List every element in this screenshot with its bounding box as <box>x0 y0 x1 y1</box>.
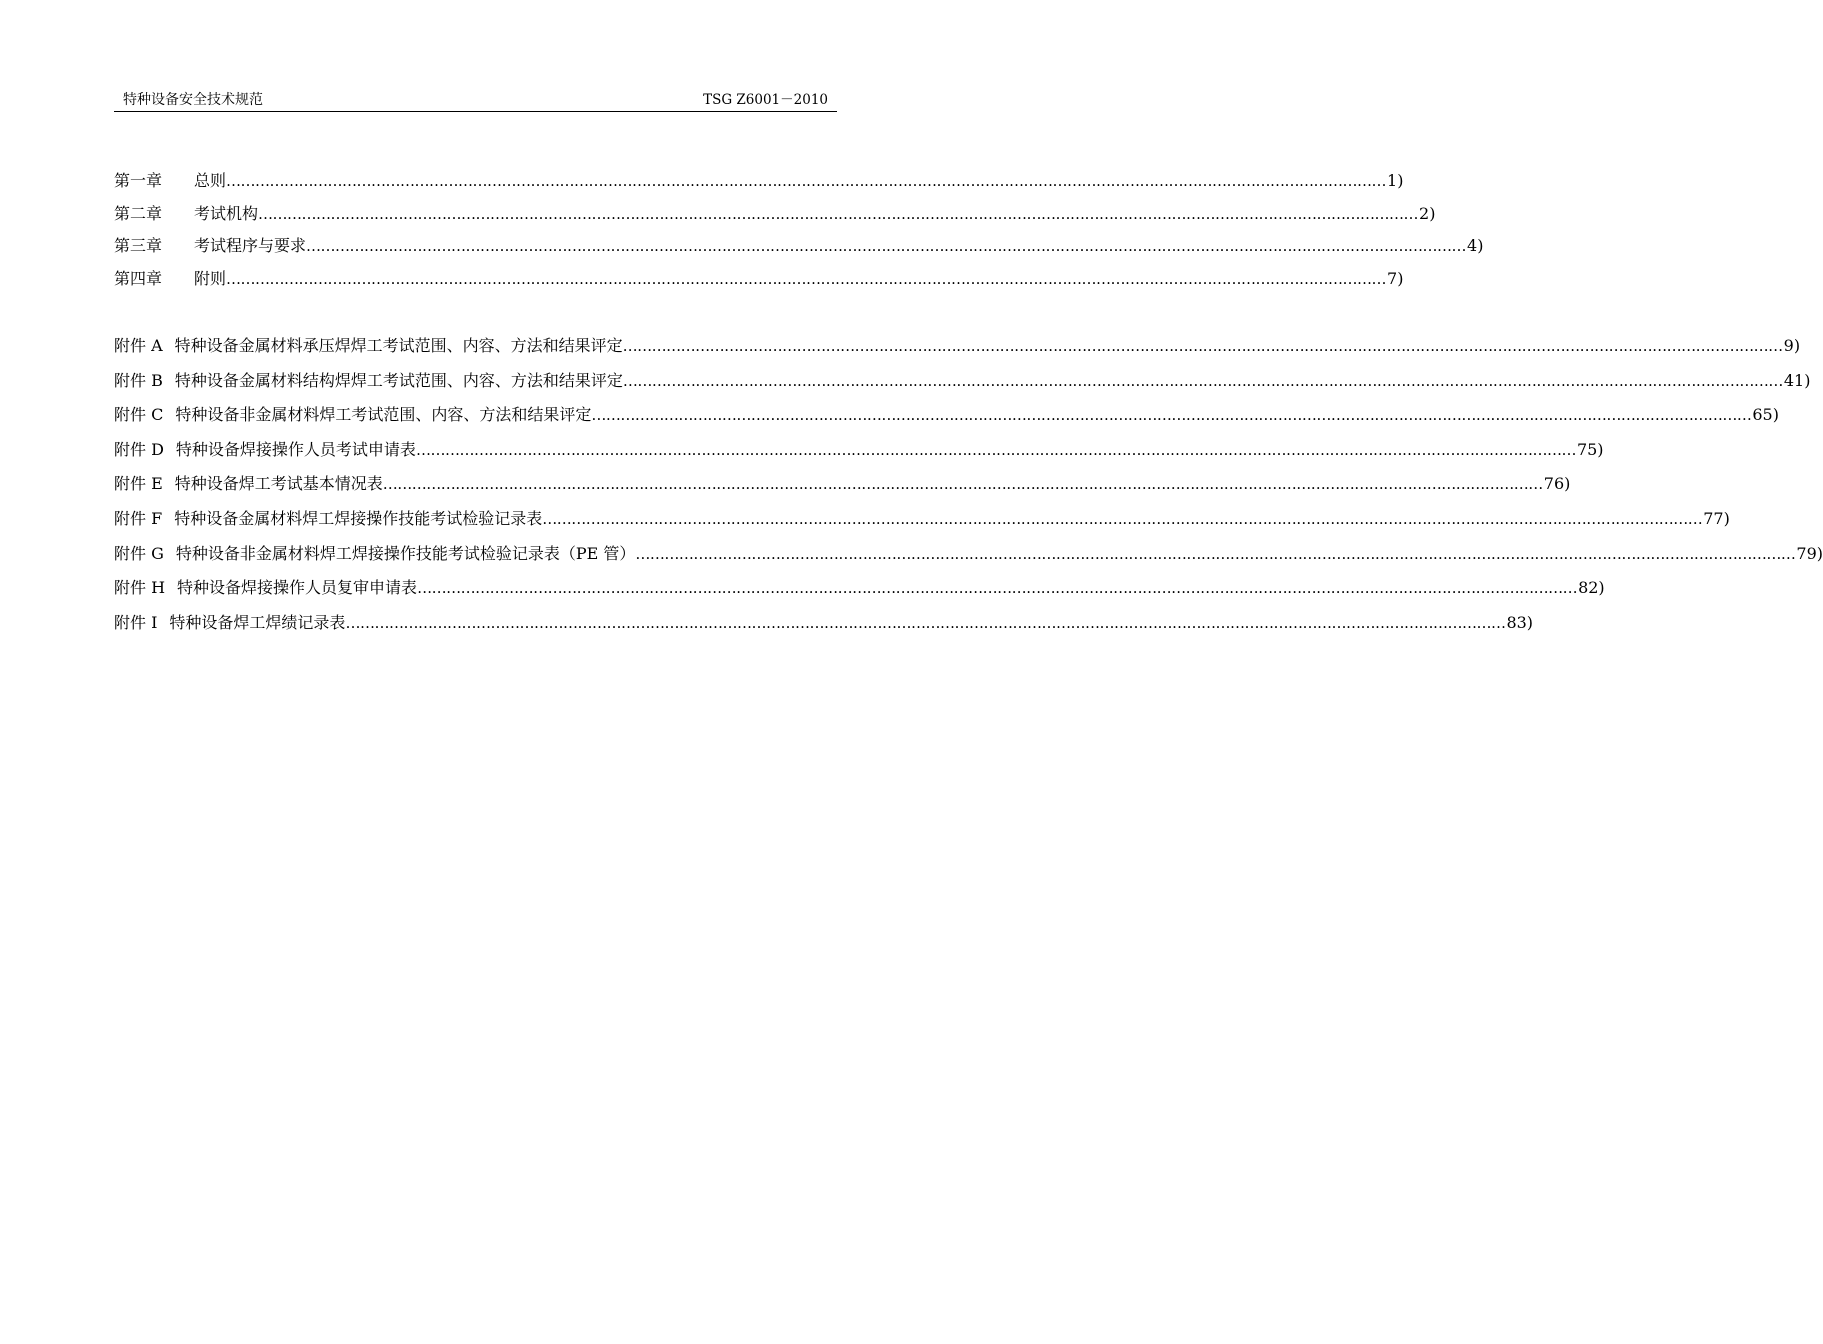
toc-entry-title <box>114 611 345 635</box>
toc-entry-page: 2) <box>1419 203 1436 223</box>
toc-entry-title <box>114 576 417 600</box>
toc-entry-number: 附件 C <box>114 405 164 425</box>
toc-entry-title <box>114 542 635 566</box>
toc-entry-label: 特种设备非金属材料焊工考试范围、内容、方法和结果评定 <box>175 405 592 425</box>
toc-leader-dots: …………………………………………………………………………………………………………………………………………………………………………………………………………………… <box>415 440 1576 459</box>
toc-appendices <box>114 334 1823 645</box>
toc-entry-label: 总则 <box>194 171 227 190</box>
toc-leader-dots: …………………………………………………………………………………………………………………………………………………………………………………………………………………… <box>591 406 1752 425</box>
toc-leader-dots: …………………………………………………………………………………………………………………………………………………………………………………………………………………… <box>382 475 1543 494</box>
toc-entry-title <box>114 438 416 462</box>
toc-entry-chapter-3[interactable] <box>114 234 1484 267</box>
toc-entry-page: 75) <box>1576 439 1604 459</box>
toc-entry-page: 77) <box>1703 508 1730 528</box>
toc-leader-dots: …………………………………………………………………………………………………………………………………………………………………………………………………………………… <box>226 172 1387 190</box>
toc-entry-number: 附件 E <box>114 474 163 494</box>
header-title: 特种设备安全技术规范 <box>123 92 263 108</box>
toc-entry-number: 附件 G <box>114 543 164 563</box>
toc-entry-page: 9) <box>1783 336 1801 355</box>
toc-entry-page: 82) <box>1578 578 1605 598</box>
toc-entry-number: 附件 H <box>114 578 166 598</box>
toc-leader-dots: …………………………………………………………………………………………………………………………………………………………………………………………………………………… <box>542 509 1703 528</box>
page-header <box>114 89 837 112</box>
toc-entry-appendix-b[interactable] <box>114 369 1811 404</box>
toc-entry-label: 特种设备金属材料结构焊焊工考试范围、内容、方法和结果评定 <box>174 370 623 390</box>
toc-entry-appendix-h[interactable] <box>114 576 1605 611</box>
toc-leader-dots: …………………………………………………………………………………………………………………………………………………………………………………………………………………… <box>306 237 1467 255</box>
toc-entry-label: 特种设备金属材料焊工焊接操作技能考试检验记录表 <box>174 508 543 528</box>
toc-entry-number: 附件 I <box>114 612 158 632</box>
toc-entry-title <box>114 169 226 193</box>
toc-entry-label: 考试程序与要求 <box>194 236 307 255</box>
toc-leader-dots: …………………………………………………………………………………………………………………………………………………………………………………………………………………… <box>635 544 1796 563</box>
toc-entry-number: 第二章 <box>114 203 163 223</box>
toc-entry-chapter-1[interactable] <box>114 169 1404 202</box>
toc-leader-dots: …………………………………………………………………………………………………………………………………………………………………………………………………………………… <box>622 337 1783 355</box>
toc-entry-title <box>114 472 383 496</box>
toc-leader-dots: …………………………………………………………………………………………………………………………………………………………………………………………………………………… <box>226 269 1387 288</box>
toc-entry-label: 特种设备焊接操作人员考试申请表 <box>175 439 416 459</box>
toc-entry-title <box>114 202 258 226</box>
toc-entry-title <box>114 334 623 358</box>
toc-entry-label: 考试机构 <box>194 203 259 223</box>
toc-entry-appendix-g[interactable] <box>114 542 1823 577</box>
toc-entry-number: 附件 F <box>114 508 163 528</box>
toc-entry-page: 41) <box>1783 370 1811 390</box>
toc-entry-appendix-d[interactable] <box>114 438 1604 473</box>
toc-entry-appendix-f[interactable] <box>114 507 1730 542</box>
toc-entry-appendix-c[interactable] <box>114 403 1779 438</box>
toc-entry-number: 附件 A <box>114 336 163 355</box>
toc-entry-number: 第一章 <box>114 171 163 190</box>
toc-entry-title <box>114 234 306 258</box>
toc-leader-dots: …………………………………………………………………………………………………………………………………………………………………………………………………………………… <box>258 204 1419 223</box>
toc-entry-page: 65) <box>1752 405 1779 425</box>
toc-entry-appendix-i[interactable] <box>114 611 1534 646</box>
toc-entry-appendix-e[interactable] <box>114 472 1571 507</box>
toc-entry-chapter-4[interactable] <box>114 267 1404 300</box>
toc-entry-label: 特种设备非金属材料焊工焊接操作技能考试检验记录表（PE 管） <box>175 543 636 563</box>
toc-entry-page: 4) <box>1467 236 1484 255</box>
toc-entry-number: 第四章 <box>114 268 163 288</box>
toc-entry-page: 7) <box>1387 268 1404 288</box>
toc-entry-page: 76) <box>1543 474 1571 494</box>
toc-entry-title <box>114 267 226 291</box>
toc-entry-title <box>114 403 591 427</box>
toc-entry-label: 附则 <box>194 268 227 288</box>
toc-entry-page: 83) <box>1506 612 1534 632</box>
toc-entry-label: 特种设备焊工考试基本情况表 <box>174 474 383 494</box>
toc-leader-dots: …………………………………………………………………………………………………………………………………………………………………………………………………………………… <box>417 579 1578 598</box>
toc-leader-dots: …………………………………………………………………………………………………………………………………………………………………………………………………………………… <box>622 371 1783 390</box>
header-standard-code: TSG Z6001－2010 <box>703 92 828 108</box>
toc-entry-title <box>114 507 542 531</box>
toc-entry-number: 第三章 <box>114 236 163 255</box>
toc-entry-chapter-2[interactable] <box>114 202 1436 235</box>
toc-entry-label: 特种设备焊接操作人员复审申请表 <box>177 578 418 598</box>
toc-entry-appendix-a[interactable] <box>114 334 1801 369</box>
toc-leader-dots: …………………………………………………………………………………………………………………………………………………………………………………………………………………… <box>345 613 1506 632</box>
toc-entry-title <box>114 369 623 393</box>
toc-entry-label: 特种设备金属材料承压焊焊工考试范围、内容、方法和结果评定 <box>174 336 623 355</box>
toc-chapters <box>114 169 1484 299</box>
toc-entry-number: 附件 D <box>114 439 164 459</box>
toc-entry-page: 79) <box>1796 543 1823 563</box>
toc-entry-label: 特种设备焊工焊绩记录表 <box>169 612 346 632</box>
toc-entry-number: 附件 B <box>114 370 163 390</box>
toc-entry-page: 1) <box>1387 171 1404 190</box>
